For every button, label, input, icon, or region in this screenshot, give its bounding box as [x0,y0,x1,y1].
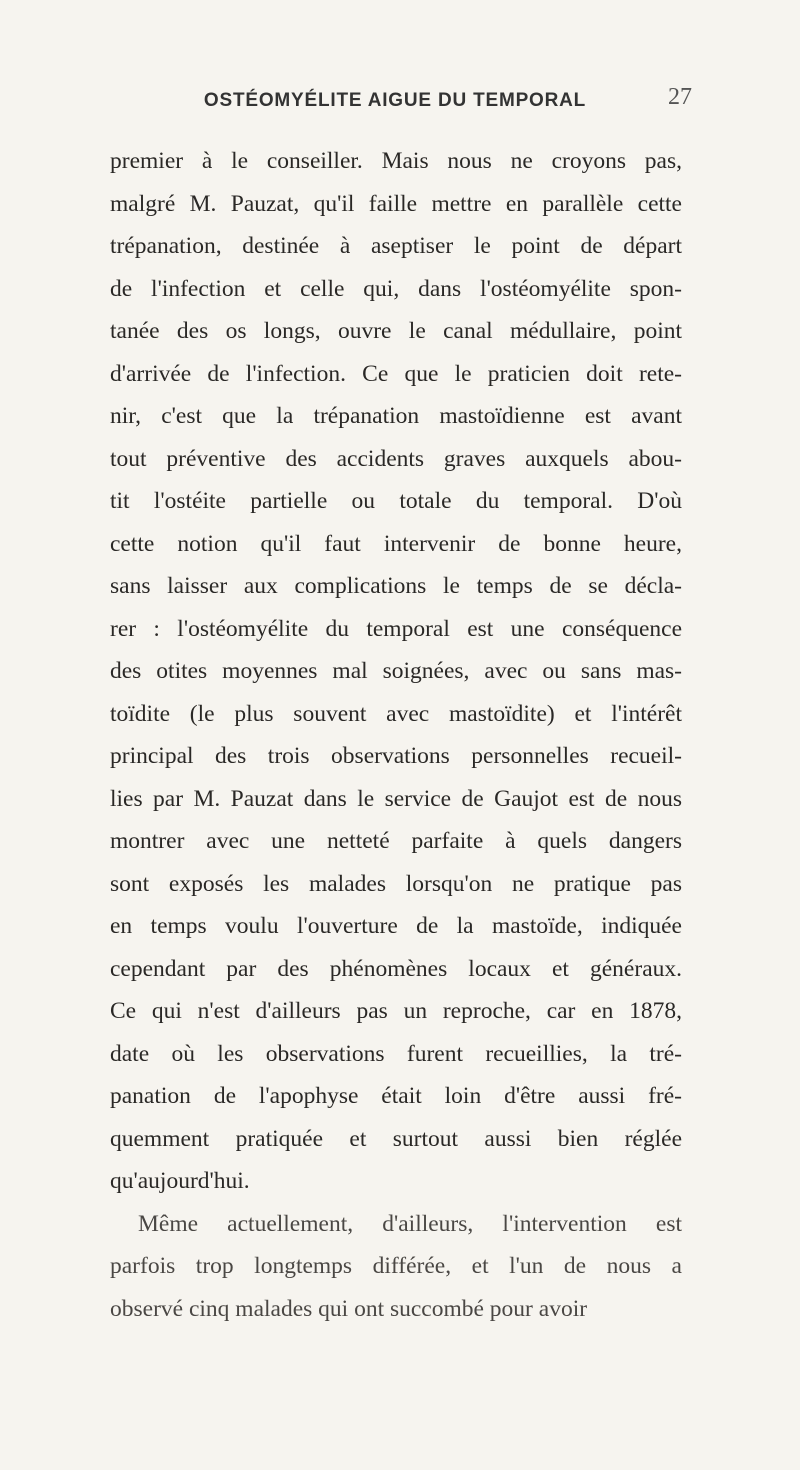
text-line: malgré M. Pauzat, qu'il faille mettre en parallèle cette [110,190,682,217]
text-line: panation de l'apophyse était loin d'être aussi fré- [110,1083,682,1109]
text-line: nir, c'est que la trépanation mastoïdienne est avant [110,403,682,429]
text-line: quemment pratiquée et surtout aussi bien réglée [110,1125,682,1152]
text-line: tanée des os longs, ouvre le canal médullaire, point [110,318,682,344]
text-line: en temps voulu l'ouverture de la mastoïde, indiquée [110,913,682,939]
text-line: tit l'ostéite partielle ou totale du temporal. D'où [110,488,682,514]
text-line: qu'aujourd'hui. [110,1168,250,1194]
text-line: premier à le conseiller. Mais nous ne croyons pas, [110,148,682,174]
text-line: principal des trois observations personnelles recueil- [110,743,682,769]
text-line: trépanation, destinée à aseptiser le point de départ [110,233,682,259]
page-number: 27 [668,84,692,110]
text-line: sans laisser aux complications le temps de se décla- [110,573,682,599]
text-line: Ce qui n'est d'ailleurs pas un reproche, car en 1878, [110,998,682,1024]
text-line: de l'infection et celle qui, dans l'ostéomyélite spon- [110,275,682,302]
text-line: tout préventive des accidents graves auxquels abou- [110,445,682,472]
text-line: date où les observations furent recueillies, la tré- [110,1040,682,1067]
text-line: sont exposés les malades lorsqu'on ne pratique pas [110,870,682,897]
text-line: des otites moyennes mal soignées, avec ou sans mas- [110,658,682,684]
text-line: lies par M. Pauzat dans le service de Gaujot est de nous [110,785,682,812]
paragraph [110,1203,682,1331]
running-head [110,84,692,120]
text-line: cette notion qu'il faut intervenir de bonne heure, [110,530,682,557]
text-line: toïdite (le plus souvent avec mastoïdite) et l'intérêt [110,700,682,727]
text-line: rer : l'ostéomyélite du temporal est une conséquence [110,615,682,642]
text-line: Même actuellement, d'ailleurs, l'intervention est [138,1210,682,1237]
running-title: OSTÉOMYÉLITE AIGUE DU TEMPORAL [203,90,587,111]
text-line: d'arrivée de l'infection. Ce que le praticien doit rete- [110,360,682,387]
text-line: parfois trop longtemps différée, et l'un de nous a [110,1253,682,1279]
text-line: montrer avec une netteté parfaite à quels dangers [110,828,682,854]
text-line: observé cinq malades qui ont succombé pour avoir [110,1295,588,1322]
paragraph [110,140,682,1203]
body-text [110,140,682,1330]
text-line: cependant par des phénomènes locaux et généraux. [110,955,682,982]
